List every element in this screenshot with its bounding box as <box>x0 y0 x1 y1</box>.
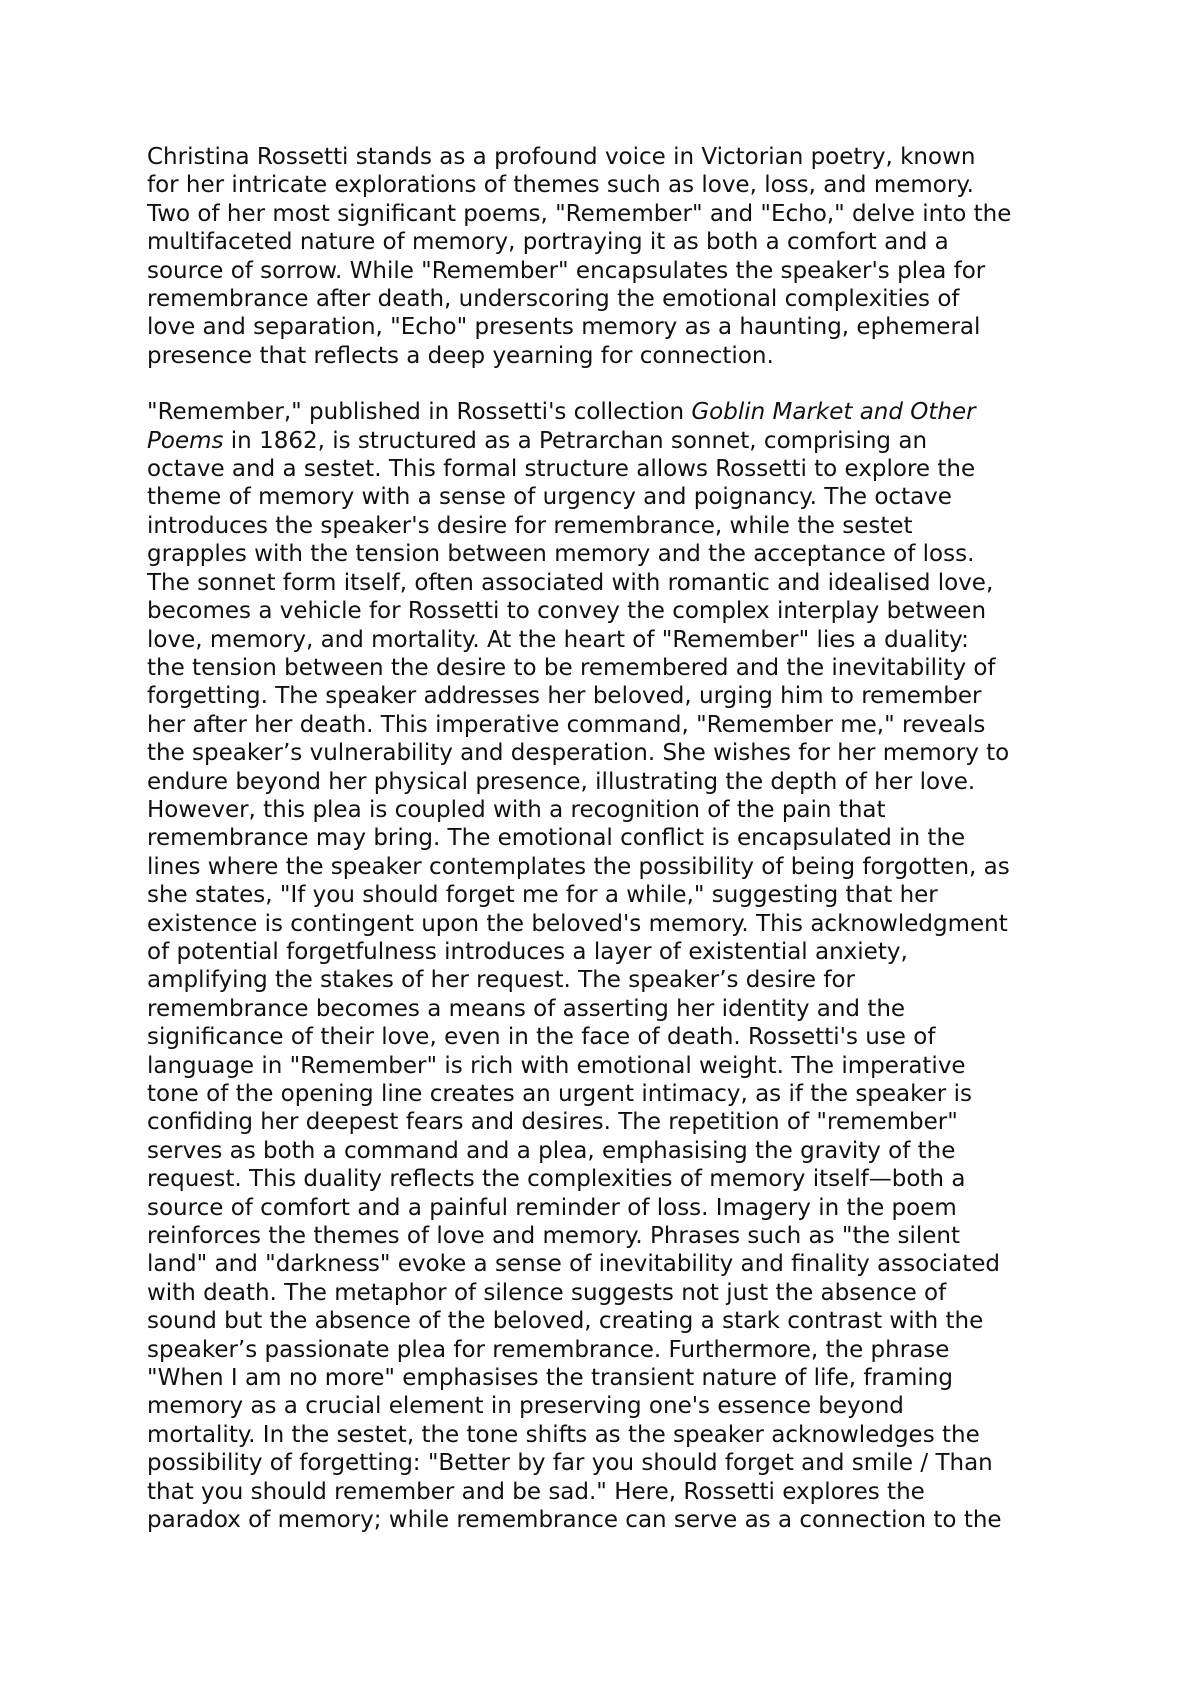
text-line: source of sorrow. While "Remember" encapsulates the speaker's plea for <box>147 257 986 284</box>
text-line: source of comfort and a painful reminder of loss. Imagery in the poem <box>147 1194 957 1221</box>
text-line: request. This duality reflects the complexities of memory itself—both a <box>147 1166 966 1193</box>
book-title-italic: Poems <box>147 427 224 454</box>
text-line: the speaker’s vulnerability and desperation. She wishes for her memory to <box>147 740 1010 767</box>
text-line <box>147 427 1077 455</box>
text-line: amplifying the stakes of her request. The speaker’s desire for <box>147 967 855 994</box>
text-line: love and separation, "Echo" presents memory as a haunting, ephemeral <box>147 314 981 341</box>
text-line: the tension between the desire to be remembered and the inevitability of <box>147 654 996 681</box>
text-line: serves as both a command and a plea, emphasising the gravity of the <box>147 1137 956 1164</box>
text-line: endure beyond her physical presence, illustrating the depth of her love. <box>147 768 976 795</box>
text-line: Christina Rossetti stands as a profound voice in Victorian poetry, known <box>147 144 976 170</box>
text-line: remembrance may bring. The emotional conflict is encapsulated in the <box>147 825 966 852</box>
text-line: land" and "darkness" evoke a sense of inevitability and finality associated <box>147 1251 1001 1278</box>
text-line <box>147 398 1077 426</box>
text-line: "When I am no more" emphasises the transient nature of life, framing <box>147 1365 953 1392</box>
text-line: that you should remember and be sad." Here, Rossetti explores the <box>147 1478 925 1505</box>
text-line: her after her death. This imperative command, "Remember me," reveals <box>147 711 986 738</box>
text-line: presence that reflects a deep yearning for connection. <box>147 342 774 369</box>
text-line: existence is contingent upon the beloved's memory. This acknowledgment <box>147 910 1008 937</box>
text-line: of potential forgetfulness introduces a layer of existential anxiety, <box>147 938 908 965</box>
text-line: introduces the speaker's desire for remembrance, while the sestet <box>147 512 913 539</box>
text-line: tone of the opening line creates an urgent intimacy, as if the speaker is <box>147 1081 972 1107</box>
text-line: sound but the absence of the beloved, creating a stark contrast with the <box>147 1308 984 1335</box>
text-line: paradox of memory; while remembrance can serve as a connection to the <box>147 1507 1002 1534</box>
text-line: she states, "If you should forget me for a while," suggesting that her <box>147 882 938 909</box>
text-line: with death. The metaphor of silence suggests not just the absence of <box>147 1279 947 1306</box>
text-line: language in "Remember" is rich with emotional weight. The imperative <box>147 1052 966 1079</box>
text-line: grapples with the tension between memory and the acceptance of loss. <box>147 541 975 568</box>
text-line: speaker’s passionate plea for remembrance. Furthermore, the phrase <box>147 1336 950 1363</box>
text-line: confiding her deepest fears and desires. The repetition of "remember" <box>147 1109 958 1136</box>
text-line: The sonnet form itself, often associated with romantic and idealised love, <box>147 569 994 596</box>
text-line: love, memory, and mortality. At the heart of "Remember" lies a duality: <box>147 626 969 653</box>
book-title-italic: Goblin Market and Other <box>691 399 976 426</box>
text-line: multifaceted nature of memory, portraying it as both a comfort and a <box>147 229 949 256</box>
text-line: remembrance becomes a means of asserting her identity and the <box>147 995 906 1022</box>
paragraph-remember <box>147 398 1077 1534</box>
document-page <box>147 143 1077 1563</box>
text-run: "Remember," published in Rossetti's collection <box>147 399 692 426</box>
text-line: forgetting. The speaker addresses her beloved, urging him to remember <box>147 683 982 710</box>
text-line: reinforces the themes of love and memory. Phrases such as "the silent <box>147 1223 961 1250</box>
text-line: becomes a vehicle for Rossetti to convey the complex interplay between <box>147 598 987 625</box>
text-line: theme of memory with a sense of urgency and poignancy. The octave <box>147 484 952 511</box>
text-run: in 1862, is structured as a Petrarchan sonnet, comprising an <box>223 427 928 454</box>
text-line: mortality. In the sestet, the tone shifts as the speaker acknowledges the <box>147 1421 980 1448</box>
text-line: lines where the speaker contemplates the possibility of being forgotten, as <box>147 853 1010 880</box>
text-line: possibility of forgetting: "Better by far you should forget and smile / Than <box>147 1450 993 1477</box>
paragraph-body-lines <box>147 455 1077 1534</box>
text-line: remembrance after death, underscoring the emotional complexities of <box>147 286 960 313</box>
text-line: significance of their love, even in the face of death. Rossetti's use of <box>147 1024 936 1051</box>
text-line: for her intricate explorations of themes such as love, loss, and memory. <box>147 172 974 199</box>
text-line: However, this plea is coupled with a recognition of the pain that <box>147 796 886 823</box>
paragraph-intro <box>147 143 1077 370</box>
text-line: Two of her most significant poems, "Remember" and "Echo," delve into the <box>147 200 1012 227</box>
text-line: memory as a crucial element in preserving one's essence beyond <box>147 1393 904 1420</box>
text-line: octave and a sestet. This formal structure allows Rossetti to explore the <box>147 456 976 483</box>
